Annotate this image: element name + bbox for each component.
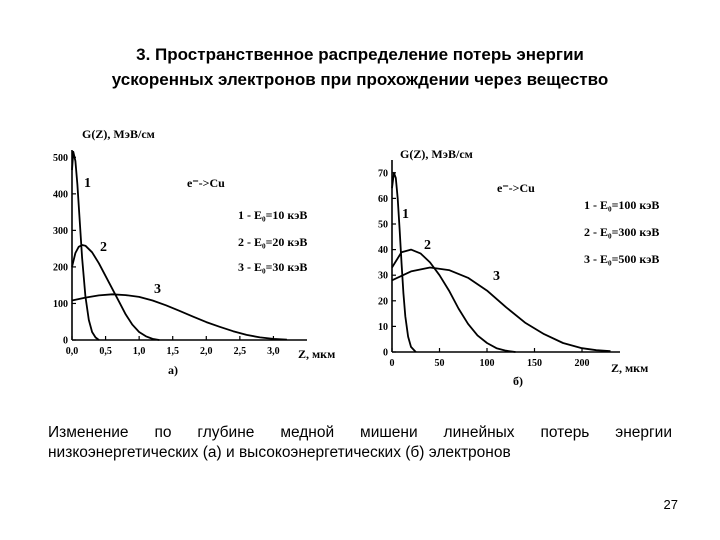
x-tick-label: 2,0: [200, 346, 213, 357]
x-tick-label: 2,5: [233, 346, 247, 357]
series-label-3: 3: [154, 282, 161, 297]
legend-entry: 2 - E₀=20 кэВ: [238, 235, 308, 249]
y-tick-label: 400: [53, 189, 68, 201]
title-line-2: ускоренных электронов при прохождении через вещество: [111, 70, 609, 89]
reaction-label: e⁻->Cu: [187, 176, 225, 190]
series-label-2: 2: [100, 240, 107, 255]
x-tick-label: 50: [434, 358, 445, 369]
x-tick-label: 1,5: [166, 346, 179, 357]
series-line-3: [72, 294, 287, 339]
figure-caption: Изменение по глубине медной мишени линейных потерь энергии низкоэнергетических (а) и высокоэнергетических (б) электронов: [48, 424, 672, 461]
x-tick-label: 100: [479, 358, 495, 369]
x-tick-label: 150: [527, 358, 542, 369]
panel-label: б): [513, 374, 523, 388]
x-tick-label: 1,0: [132, 346, 146, 357]
legend-entry: 3 - E₀=30 кэВ: [238, 260, 308, 274]
page-number: 27: [663, 497, 678, 512]
y-tick-label: 70: [378, 168, 388, 180]
series-label-1: 1: [84, 176, 91, 191]
y-tick-label: 30: [378, 270, 388, 282]
legend-entry: 2 - E₀=300 кэВ: [584, 225, 660, 239]
x-tick-label: 0,0: [65, 346, 79, 357]
reaction-label: e⁻->Cu: [497, 181, 535, 195]
series-line-3: [392, 268, 611, 352]
y-tick-label: 60: [378, 193, 388, 205]
y-tick-label: 50: [378, 219, 388, 231]
series-line-2: [392, 250, 516, 352]
chart-panel-b: [378, 147, 659, 388]
title-line-1: 3. Пространственное распределение потерь энергии: [136, 45, 584, 64]
x-tick-label: 0: [389, 358, 395, 369]
x-tick-label: 200: [574, 358, 590, 369]
y-tick-label: 300: [53, 225, 68, 237]
y-tick-label: 40: [378, 245, 388, 257]
legend-entry: 3 - E₀=500 кэВ: [584, 252, 660, 266]
panel-label: а): [168, 363, 178, 377]
y-tick-label: 200: [53, 262, 68, 274]
x-axis-label: Z, мкм: [298, 347, 336, 361]
x-axis-label: Z, мкм: [611, 361, 649, 375]
legend-entry: 1 - E₀=100 кэВ: [584, 198, 660, 212]
series-label-1: 1: [402, 207, 409, 222]
legend-entry: 1 - E₀=10 кэВ: [238, 208, 308, 222]
chart-panel-a: [53, 127, 335, 377]
y-tick-label: 500: [53, 152, 68, 164]
x-tick-label: 0,5: [99, 346, 112, 357]
series-label-3: 3: [493, 269, 500, 284]
y-tick-label: 0: [383, 347, 388, 359]
y-axis-label: G(Z), МэВ/см: [82, 127, 155, 141]
series-label-2: 2: [424, 238, 431, 253]
y-tick-label: 10: [378, 321, 388, 333]
y-tick-label: 20: [378, 296, 388, 308]
y-axis-label: G(Z), МэВ/см: [400, 147, 473, 161]
y-tick-label: 0: [63, 335, 68, 347]
x-tick-label: 3,0: [267, 346, 280, 357]
y-tick-label: 100: [53, 298, 68, 310]
